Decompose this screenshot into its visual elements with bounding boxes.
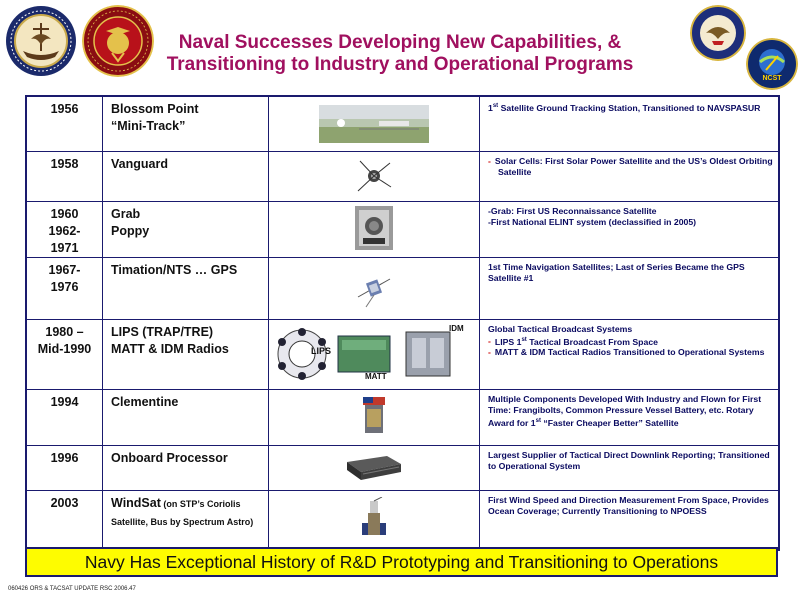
table-row bbox=[26, 96, 779, 151]
table-row bbox=[26, 319, 779, 389]
program-cell bbox=[103, 257, 269, 319]
description-line: 1st Time Navigation Satellites; Last of Series Became the GPS Satellite #1 bbox=[488, 261, 745, 283]
year-text: 1980 – bbox=[45, 324, 84, 339]
year-cell bbox=[26, 490, 103, 550]
year-text: 1967- bbox=[48, 262, 81, 277]
description-cell bbox=[480, 201, 780, 257]
description-cell bbox=[480, 151, 780, 201]
table-row bbox=[26, 151, 779, 201]
table-row bbox=[26, 445, 779, 490]
lips-label: LIPS bbox=[311, 345, 332, 356]
program-name: Clementine bbox=[111, 394, 179, 409]
description-line: Multiple Components Developed With Industry and Flown for First Time: Frangibolts, Common Pressure Vessel Battery, etc. Rotary Award for 1st “Faster Cheaper Better” Satellite bbox=[488, 393, 762, 428]
year-cell bbox=[26, 319, 103, 389]
year-cell bbox=[26, 389, 103, 445]
image-cell bbox=[269, 319, 480, 389]
year-text: 1958 bbox=[50, 156, 79, 171]
table-row bbox=[26, 490, 779, 550]
image-cell bbox=[269, 257, 480, 319]
description-line: Global Tactical Broadcast Systems bbox=[488, 323, 633, 334]
program-cell bbox=[103, 319, 269, 389]
bullet-dash: - bbox=[488, 347, 491, 358]
ground-station-photo bbox=[269, 97, 479, 150]
program-name: Onboard Processor bbox=[111, 450, 228, 465]
program-cell bbox=[103, 151, 269, 201]
bullet-dash: - bbox=[488, 336, 491, 347]
description-cell bbox=[480, 257, 780, 319]
lips-matt-idm-photo bbox=[269, 320, 479, 388]
program-cell bbox=[103, 490, 269, 550]
description-line: -First National ELINT system (declassified in 2005) bbox=[488, 216, 697, 227]
windsat-satellite-photo bbox=[269, 491, 479, 549]
description-cell bbox=[480, 389, 780, 445]
slide-footer: 060426 ORS & TACSAT UPDATE RSC 2006.47 bbox=[8, 586, 136, 592]
program-name: Grab bbox=[111, 206, 141, 221]
table-row bbox=[26, 257, 779, 319]
ncst-seal-label: NCST bbox=[762, 75, 782, 82]
year-cell bbox=[26, 151, 103, 201]
program-name: MATT & IDM Radios bbox=[111, 341, 229, 356]
year-text: 1994 bbox=[50, 394, 79, 409]
description-cell bbox=[480, 490, 780, 550]
description-line: First Wind Speed and Direction Measurement From Space, Provides Ocean Coverage; Currently Transitioning to NPOESS bbox=[488, 494, 769, 516]
table-row bbox=[26, 389, 779, 445]
year-text: 1956 bbox=[50, 102, 79, 116]
grab-poppy-photo bbox=[269, 202, 479, 254]
program-name: Vanguard bbox=[111, 156, 168, 171]
year-text: Mid-1990 bbox=[37, 341, 92, 356]
idm-label: IDM bbox=[449, 323, 464, 333]
description-cell bbox=[480, 319, 780, 389]
description-cell bbox=[480, 445, 780, 490]
description-line: -Grab: First US Reconnaissance Satellite bbox=[488, 205, 657, 216]
image-cell bbox=[269, 96, 480, 151]
summary-banner: Navy Has Exceptional History of R&D Prototyping and Transitioning to Operations bbox=[25, 547, 778, 577]
year-text: 2003 bbox=[50, 495, 79, 510]
image-cell bbox=[269, 389, 480, 445]
description-line: - MATT & IDM Tactical Radios Transitioned to Operational Systems bbox=[488, 347, 765, 358]
title-line-2: Transitioning to Industry and Operational Programs bbox=[166, 54, 634, 75]
program-name: LIPS (TRAP/TRE) bbox=[111, 324, 214, 339]
year-text: 1971 bbox=[50, 240, 79, 255]
program-name: Poppy bbox=[111, 223, 150, 238]
vanguard-satellite-photo bbox=[269, 152, 479, 200]
program-subtitle: (on STP’s Coriolis Satellite, Bus by Spectrum Astro) bbox=[111, 498, 254, 527]
year-text: 1996 bbox=[50, 450, 79, 465]
onboard-processor-photo bbox=[269, 446, 479, 489]
program-name: Timation/NTS … GPS bbox=[111, 262, 238, 277]
description-line: - LIPS 1st Tactical Broadcast From Space bbox=[488, 336, 658, 347]
description-line: - Solar Cells: First Solar Power Satellite and the US’s Oldest Orbiting Satellite bbox=[488, 155, 773, 177]
program-cell bbox=[103, 389, 269, 445]
program-cell bbox=[103, 96, 269, 151]
matt-label: MATT bbox=[365, 371, 387, 381]
title-line-1: Naval Successes Developing New Capabilities, & bbox=[178, 32, 622, 53]
image-cell bbox=[269, 490, 480, 550]
year-text: 1960 bbox=[50, 206, 79, 221]
timation-satellite-photo bbox=[269, 258, 479, 318]
program-name: WindSat (on STP’s Coriolis Satellite, Bus by Spectrum Astro) bbox=[111, 495, 254, 527]
year-cell bbox=[26, 445, 103, 490]
image-cell bbox=[269, 151, 480, 201]
description-line: Largest Supplier of Tactical Direct Downlink Reporting; Transitioned to Operational System bbox=[488, 449, 770, 471]
program-name: Blossom Point bbox=[111, 102, 199, 116]
program-cell bbox=[103, 445, 269, 490]
table-row bbox=[26, 201, 779, 257]
department-of-defense-seal bbox=[690, 5, 746, 61]
year-text: 1962- bbox=[48, 223, 81, 238]
program-cell bbox=[103, 201, 269, 257]
description-cell bbox=[480, 96, 780, 151]
capabilities-table bbox=[25, 95, 780, 551]
image-cell bbox=[269, 445, 480, 490]
department-of-the-navy-marine-corps-seal bbox=[82, 5, 154, 77]
bullet-dash: - bbox=[488, 155, 491, 166]
year-cell bbox=[26, 257, 103, 319]
image-cell bbox=[269, 201, 480, 257]
year-text: 1976 bbox=[50, 279, 79, 294]
clementine-satellite-photo bbox=[269, 390, 479, 444]
description-line: 1st Satellite Ground Tracking Station, Transitioned to NAVSPASUR bbox=[488, 102, 761, 113]
ncst-seal bbox=[746, 38, 798, 90]
department-of-the-navy-seal bbox=[5, 5, 77, 77]
program-name: “Mini-Track” bbox=[111, 119, 186, 133]
year-cell bbox=[26, 201, 103, 257]
slide-title bbox=[150, 32, 650, 76]
year-cell bbox=[26, 96, 103, 151]
